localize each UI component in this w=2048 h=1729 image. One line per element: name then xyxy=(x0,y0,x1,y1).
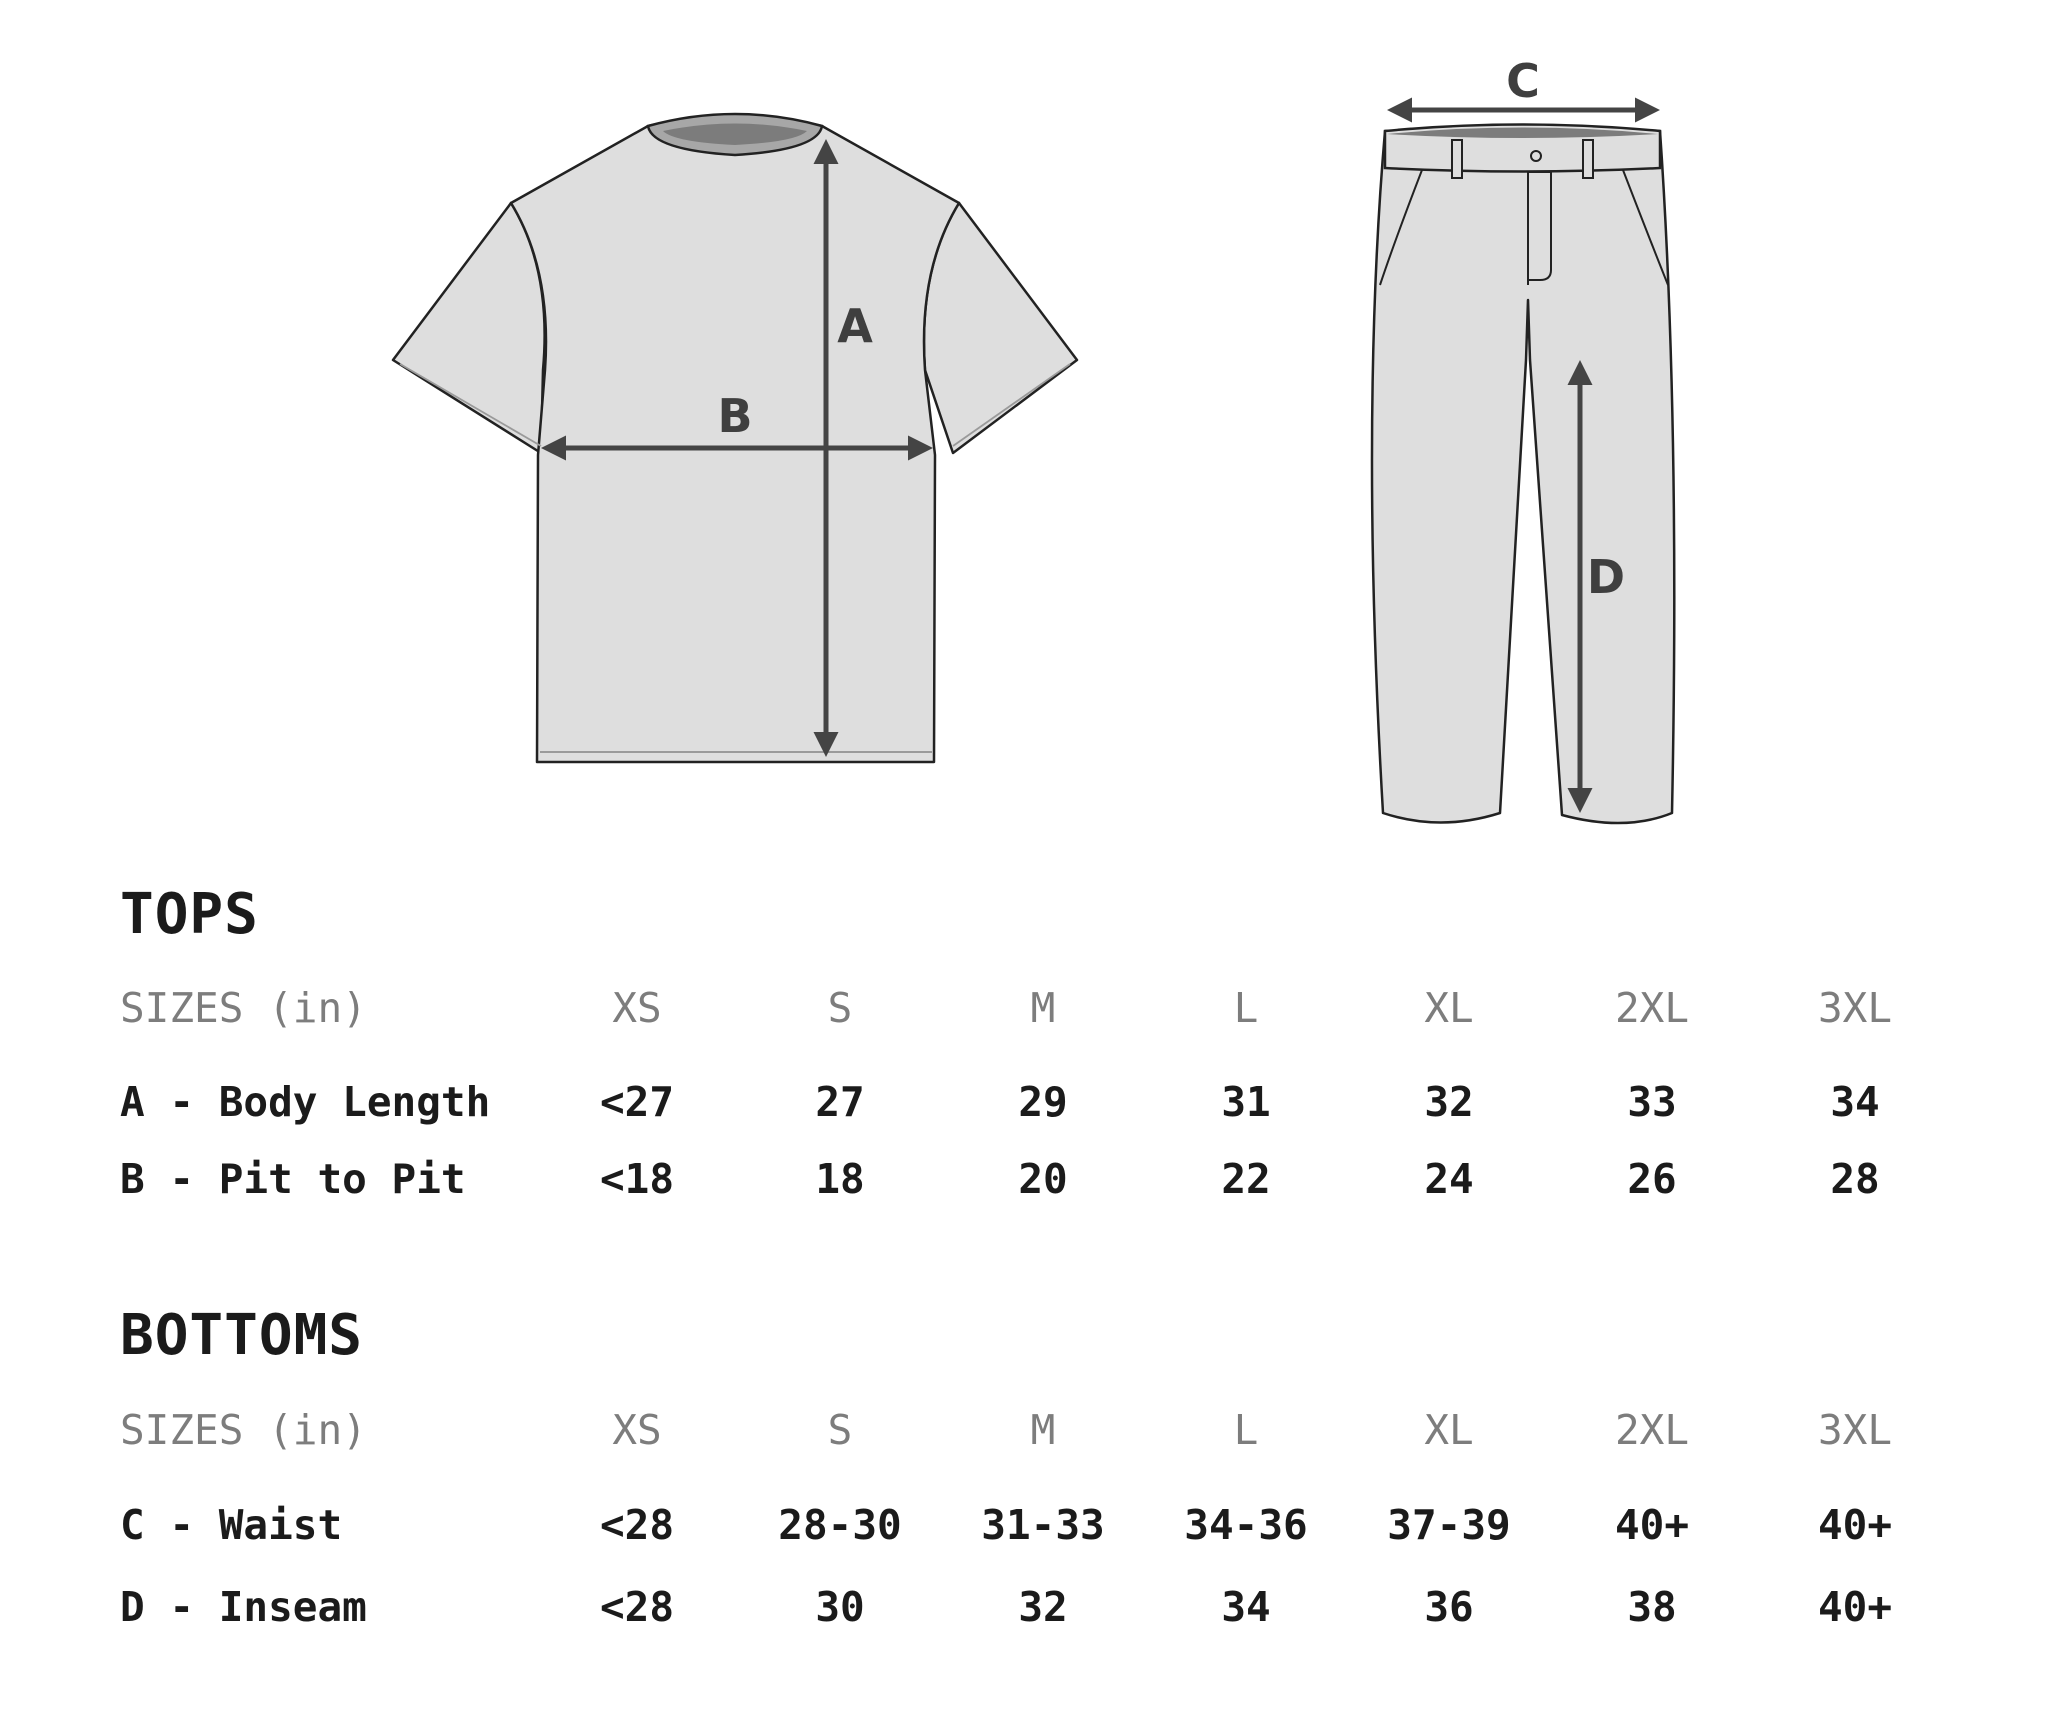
bottoms-size-s: S xyxy=(827,1406,853,1454)
tops-size-xs: XS xyxy=(612,984,662,1032)
tops-size-s: S xyxy=(827,984,853,1032)
tshirt-illustration xyxy=(393,114,1077,762)
table-cell: 28-30 xyxy=(778,1501,902,1549)
measure-label-d: D xyxy=(1586,550,1626,604)
bottoms-size-3xl: 3XL xyxy=(1817,1406,1893,1454)
table-cell: 34 xyxy=(1830,1078,1880,1126)
tops-size-header-row xyxy=(0,978,2048,1038)
table-cell: 31-33 xyxy=(981,1501,1105,1549)
bottoms-row-label: C - Waist xyxy=(120,1501,343,1549)
tops-row-label: B - Pit to Pit xyxy=(120,1155,466,1203)
bottoms-row-inseam xyxy=(0,1577,2048,1637)
table-cell: <28 xyxy=(599,1501,675,1549)
measure-label-c: C xyxy=(1506,54,1540,108)
bottoms-size-xs: XS xyxy=(612,1406,662,1454)
table-cell: 38 xyxy=(1627,1583,1677,1631)
table-cell: 32 xyxy=(1424,1078,1474,1126)
bottoms-size-xl: XL xyxy=(1424,1406,1474,1454)
pants-illustration xyxy=(1372,54,1674,823)
table-cell: 30 xyxy=(815,1583,865,1631)
table-cell: 40+ xyxy=(1614,1501,1690,1549)
garment-illustrations xyxy=(0,0,2048,850)
table-cell: 31 xyxy=(1221,1078,1271,1126)
measure-label-b: B xyxy=(717,389,753,443)
tops-row-pit-to-pit xyxy=(0,1149,2048,1209)
tops-row-body-length xyxy=(0,1072,2048,1132)
tshirt-right-sleeve xyxy=(924,203,1077,453)
table-cell: 40+ xyxy=(1817,1583,1893,1631)
table-cell: 32 xyxy=(1018,1583,1068,1631)
table-cell: <27 xyxy=(599,1078,675,1126)
tops-size-m: M xyxy=(1030,984,1056,1032)
tops-size-xl: XL xyxy=(1424,984,1474,1032)
pants-button xyxy=(1531,151,1541,161)
pants-body xyxy=(1372,131,1674,823)
bottoms-size-l: L xyxy=(1233,1406,1259,1454)
table-cell: 28 xyxy=(1830,1155,1880,1203)
table-cell: 33 xyxy=(1627,1078,1677,1126)
table-cell: 40+ xyxy=(1817,1501,1893,1549)
tops-row-label: A - Body Length xyxy=(120,1078,491,1126)
bottoms-size-2xl: 2XL xyxy=(1614,1406,1690,1454)
table-cell: 20 xyxy=(1018,1155,1068,1203)
bottoms-size-header-row xyxy=(0,1400,2048,1460)
pants-belt-loop-right xyxy=(1583,140,1593,178)
table-cell: 26 xyxy=(1627,1155,1677,1203)
measure-label-a: A xyxy=(837,299,873,353)
table-cell: <18 xyxy=(599,1155,675,1203)
table-cell: 34 xyxy=(1221,1583,1271,1631)
tops-title: TOPS xyxy=(120,882,259,947)
tshirt-left-sleeve xyxy=(393,203,545,453)
bottoms-row-waist xyxy=(0,1495,2048,1555)
bottoms-row-label: D - Inseam xyxy=(120,1583,367,1631)
bottoms-title: BOTTOMS xyxy=(120,1303,364,1368)
table-cell: 36 xyxy=(1424,1583,1474,1631)
table-cell: 27 xyxy=(815,1078,865,1126)
tops-size-3xl: 3XL xyxy=(1817,984,1893,1032)
bottoms-size-header-label: SIZES (in) xyxy=(120,1406,367,1454)
pants-belt-loop-left xyxy=(1452,140,1462,178)
table-cell: 18 xyxy=(815,1155,865,1203)
table-cell: <28 xyxy=(599,1583,675,1631)
table-cell: 29 xyxy=(1018,1078,1068,1126)
table-cell: 22 xyxy=(1221,1155,1271,1203)
tops-size-l: L xyxy=(1233,984,1259,1032)
tops-size-2xl: 2XL xyxy=(1614,984,1690,1032)
table-cell: 24 xyxy=(1424,1155,1474,1203)
table-cell: 37-39 xyxy=(1387,1501,1511,1549)
tops-size-header-label: SIZES (in) xyxy=(120,984,367,1032)
bottoms-size-m: M xyxy=(1030,1406,1056,1454)
table-cell: 34-36 xyxy=(1184,1501,1308,1549)
